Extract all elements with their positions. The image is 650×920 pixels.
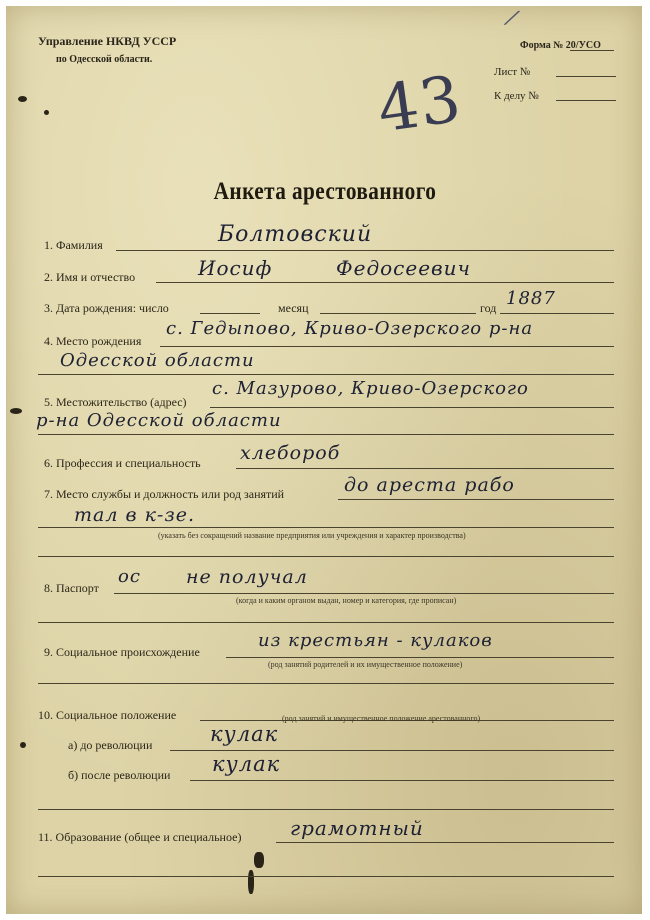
field-7-line-2 [38,527,614,528]
field-2-value-a: Иосиф [198,256,273,280]
field-6-value: хлебороб [240,442,341,464]
field-11-value: грамотный [290,816,424,840]
field-11-label: 11. Образование (общее и специальное) [38,830,242,844]
field-1-label: 1. Фамилия [44,238,103,252]
field-8-label: 8. Паспорт [44,581,99,595]
field-3-month-label: месяц [278,301,309,315]
field-10a-value: кулак [210,722,279,746]
field-6-line [236,468,614,469]
sheet-line [556,76,616,77]
field-1-value: Болтовский [218,222,373,247]
field-3-year-line [500,313,614,314]
ink-stain [44,110,49,115]
field-8-value-prefix: ос [118,566,141,587]
field-5-value-1: с. Мазурово, Криво-Озерского [212,378,529,399]
field-2-value-b: Федосеевич [336,256,471,280]
page-mark: 43 [373,62,467,148]
ink-stain [18,96,27,102]
corner-mark: / [503,5,521,32]
field-9-line-2 [38,683,614,684]
field-2-label: 2. Имя и отчество [44,270,136,284]
field-10-note: (род занятий и имущественное положение арестованного) [282,714,481,723]
field-4-value-1: с. Гедыпово, Криво-Озерского р-на [166,318,534,339]
field-3-label: 3. Дата рождения: число [44,301,169,315]
field-7-line-3 [38,556,614,557]
form-number: Форма № 20/УСО [520,40,601,51]
ink-stain [248,870,254,894]
page-title: Анкета арестованного [213,178,437,205]
field-11-line [276,842,614,843]
field-7-line-1 [338,499,614,500]
field-2-line [156,282,614,283]
case-line [556,100,616,101]
field-10a-label: а) до революции [68,738,153,752]
form-number-line [570,50,614,51]
field-3-year-value: 1887 [506,288,556,309]
field-3-day-line [200,313,260,314]
case-label: К делу № [494,90,539,102]
ink-stain [20,742,26,748]
field-8-line [114,593,614,594]
field-5-line-1 [210,407,614,408]
field-5-label: 5. Местожительство (адрес) [44,395,187,409]
field-9-note: (род занятий родителей и их имущественное положение) [268,660,463,669]
field-3-month-line [320,313,476,314]
field-5-line-2 [38,434,614,435]
field-7-note: (указать без сокращений название предприятия или учреждения и характер производства) [158,531,466,540]
field-7-value-1: до ареста рабо [344,474,515,496]
field-4-line-1 [160,346,614,347]
field-8-value: не получал [186,566,308,588]
field-10a-line [170,750,614,751]
ink-stain [254,852,264,868]
field-10b-value: кулак [212,752,281,776]
field-7-value-2: тал в к-зе. [74,504,195,526]
field-9-label: 9. Социальное происхождение [44,645,200,659]
org-name: Управление НКВД УССР [38,34,177,48]
field-4-line-2 [38,374,614,375]
field-8-line-2 [38,622,614,623]
field-11-line-2 [38,876,614,877]
field-1-line [116,250,614,251]
field-10b-line [190,780,614,781]
ink-stain [10,408,22,414]
org-region: по Одесской области. [56,54,153,65]
field-9-value: из крестьян - кулаков [258,630,493,651]
field-7-label: 7. Место службы и должность или род занятий [44,487,285,501]
field-3-year-label: год [480,301,497,315]
field-10b-label: б) после революции [68,768,171,782]
field-10-label: 10. Социальное положение [38,708,177,722]
field-4-label: 4. Место рождения [44,334,142,348]
field-4-value-2: Одесской области [60,350,255,371]
field-10-line-2 [38,809,614,810]
field-6-label: 6. Профессия и специальность [44,456,201,470]
field-5-value-2: р-на Одесской области [36,410,282,431]
field-9-line [226,657,614,658]
sheet-label: Лист № [494,66,531,78]
field-8-note: (когда и каким органом выдан, номер и категория, где прописан) [236,596,457,605]
